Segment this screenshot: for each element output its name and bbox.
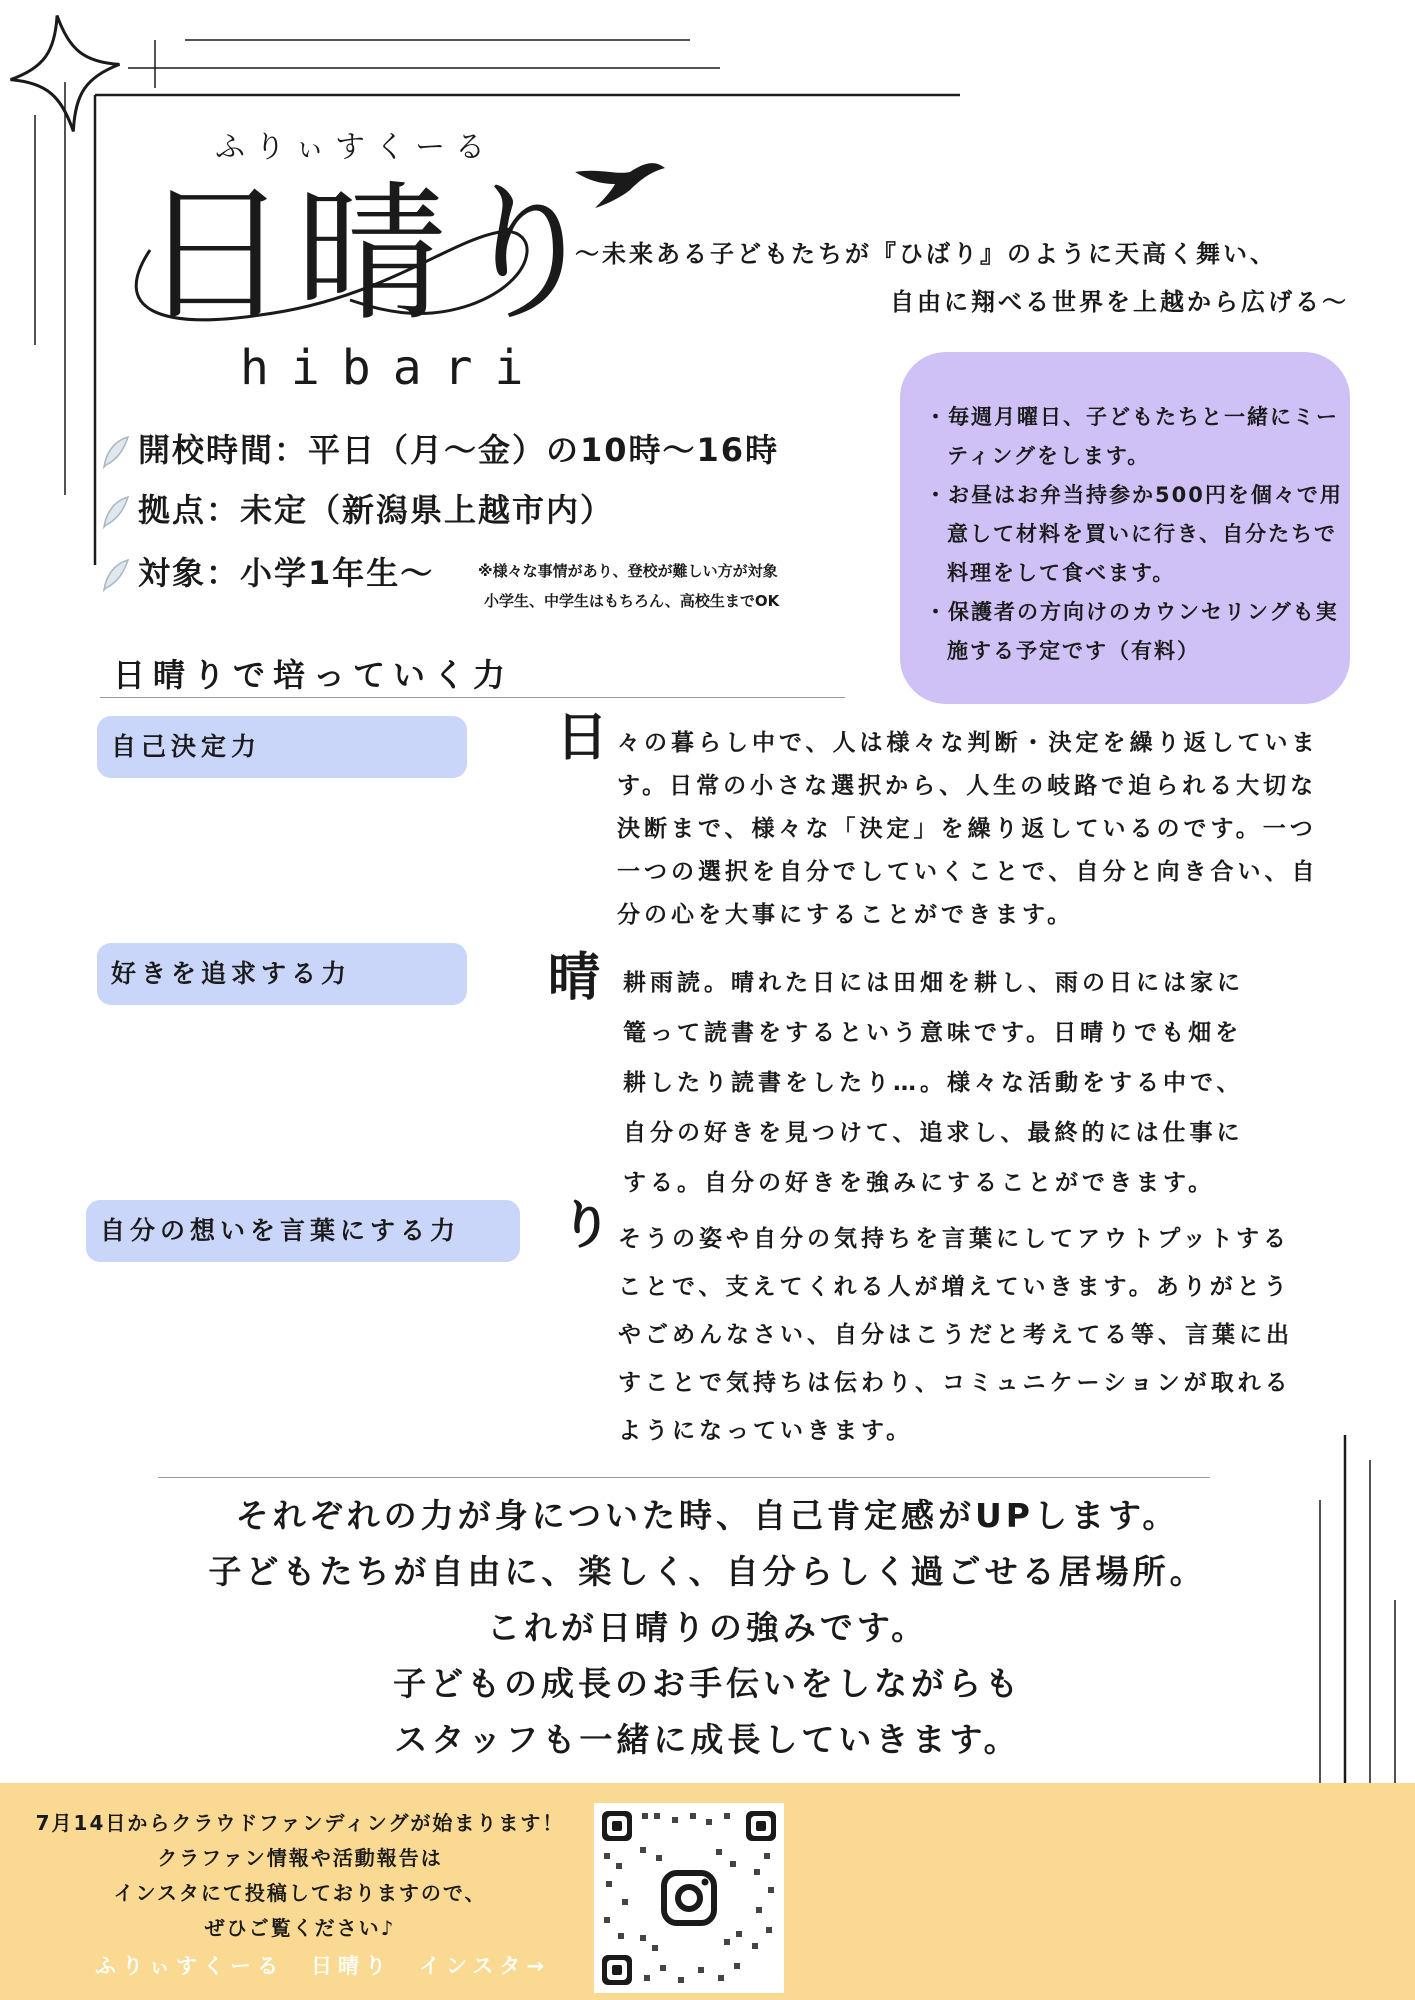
tagline-line-2: 自由に翔べる世界を上越から広げる～ (890, 288, 1349, 316)
feather-icon (100, 495, 130, 529)
skill-description: そうの姿や自分の気持ちを言葉にしてアウトプットする ことで、支えてくれる人が増えていきます。ありがとう やごめんなさい、自分はこうだと考えてる等、言葉に出 すことで気持ちは伝わり、コミュニケーションが取れる ようになっていきます。 (618, 1226, 1293, 1444)
skill-description: 々の暮らし中で、人は様々な判断・決定を繰り返していま す。日常の小さな選択から、人生の岐路で迫られる大切な 決断まで、様々な「決定」を繰り返しているのです。一つ 一つの選択を自分でしていくことで、自分と向き合い、自 分の心を大事にすることができます。 (617, 730, 1319, 928)
closing-line: 子どもの成長のお手伝いをしながらも (393, 1664, 1022, 1703)
closing-divider (158, 1477, 1210, 1478)
target-note-2: 小学生、中学生はもちろん、高校生までOK (484, 592, 780, 610)
closing-line: それぞれの力が身についた時、自己肯定感がUPします。 (235, 1496, 1180, 1535)
closing-line: スタッフも一緒に成長していきます。 (394, 1720, 1021, 1759)
skill-initial-char: り (560, 1196, 613, 1256)
info-hours (100, 425, 779, 471)
skill-label-express-feelings: 自分の想いを言葉にする力 (86, 1200, 520, 1262)
closing-line: これが日晴りの強みです。 (486, 1608, 929, 1647)
skill-description: 耕雨読。晴れた日には田畑を耕し、雨の日には家に 篭って読書をするという意味です。日晴りでも畑を 耕したり読書をしたり…。様々な活動をする中で、 自分の好きを見つけて、追求し、最終的には仕事に する。自分の好きを強みにすることができます。 (623, 970, 1244, 1196)
hours-text: 開校時間：平日（月～金）の10時～16時 (138, 431, 780, 469)
feather-icon (100, 435, 130, 469)
section-divider (100, 697, 845, 698)
logo-romaji: hibari (240, 340, 546, 396)
notice-list (925, 398, 1345, 671)
notice-item: ・保護者の方向けのカウンセリングも実施する予定です（有料） (925, 600, 1339, 663)
skill-label-pursue-likes: 好きを追求する力 (97, 943, 467, 1005)
notice-item: ・お昼はお弁当持参か500円を個々で用意して材料を買いに行き、自分たちで料理をして食べます。 (925, 483, 1343, 585)
footer-message: 7月14日からクラウドファンディングが始まります！ クラファン情報や活動報告は インスタにて投稿しておりますので、 ぜひご覧ください♪ (35, 1811, 565, 1940)
skill-initial-char: 晴 (548, 948, 601, 1008)
target-note-1: ※様々な事情があり、登校が難しい方が対象 (478, 562, 778, 580)
target-text: 対象：小学1年生～ (138, 554, 435, 592)
skill-initial-char: 日 (556, 708, 609, 768)
logo-title: 日晴り (140, 168, 609, 342)
feather-icon (100, 558, 130, 592)
tagline-line-1: ～未来ある子どもたちが『ひばり』のように天高く舞い、 (575, 240, 1277, 268)
closing-line: 子どもたちが自由に、楽しく、自分らしく過ごせる居場所。 (208, 1552, 1207, 1591)
kana-subtitle: ふりぃすくーる (215, 130, 495, 165)
instagram-link[interactable]: ふりぃすくーる 日晴り インスタ→ (95, 1954, 550, 1978)
notice-item: ・毎週月曜日、子どもたちと一緒にミーティングをします。 (925, 405, 1339, 468)
info-target (100, 548, 434, 594)
base-text: 拠点：未定（新潟県上越市内） (138, 491, 615, 529)
info-base (100, 485, 614, 531)
section-title: 日晴りで培っていく力 (113, 656, 514, 694)
skill-label-self-decision: 自己決定力 (97, 716, 467, 778)
instagram-qr-code[interactable] (594, 1803, 784, 1993)
